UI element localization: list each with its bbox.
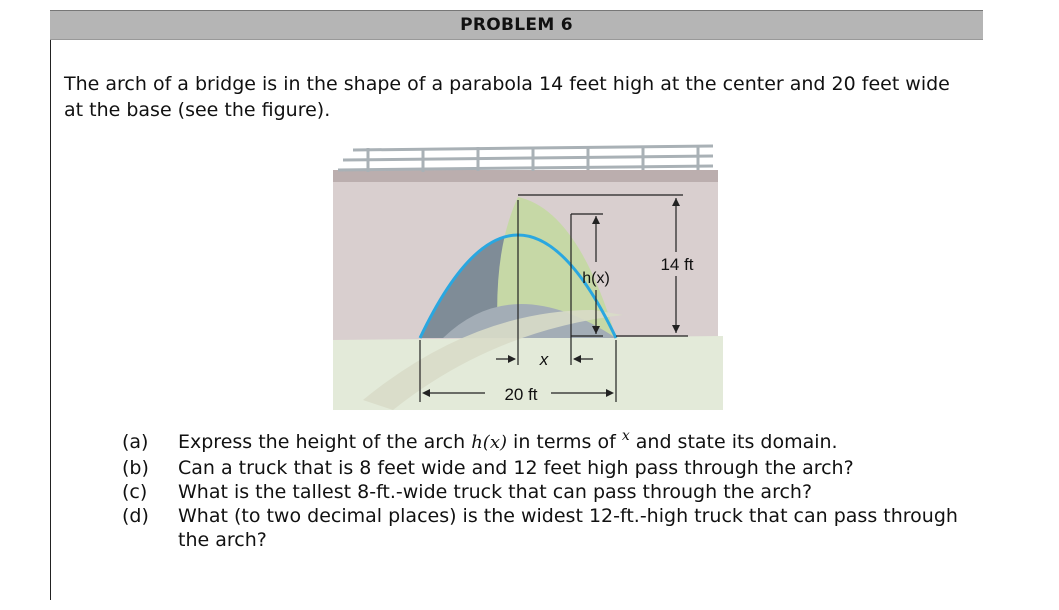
question-b — [122, 456, 982, 480]
question-text: What (to two decimal places) is the widest 12-ft.-high truck that can pass through the arch? — [178, 505, 958, 551]
width-label: 20 ft — [504, 385, 538, 404]
question-list — [122, 430, 982, 552]
question-text: What is the tallest 8-ft.-wide truck that can pass through the arch? — [178, 481, 813, 503]
math-x: x — [621, 428, 630, 444]
question-d — [122, 504, 982, 552]
height-label: 14 ft — [660, 255, 694, 274]
problem-title: PROBLEM 6 — [460, 15, 573, 35]
bridge-deck-edge — [333, 170, 718, 182]
bridge-railing — [338, 146, 713, 172]
problem-statement: The arch of a bridge is in the shape of a parabola 14 feet high at the center and 20 feet wide at the base (see the figure). — [64, 73, 950, 121]
math-h-of-x: h(x) — [471, 432, 507, 453]
question-c — [122, 480, 982, 504]
question-text — [178, 430, 982, 456]
question-label: (a) — [122, 431, 149, 453]
question-text-part: Express the height of the arch — [178, 431, 472, 453]
problem-header — [50, 10, 983, 40]
question-text-part: and state its domain. — [629, 431, 838, 453]
x-label: x — [539, 350, 549, 369]
question-label: (d) — [122, 505, 149, 527]
question-text: Can a truck that is 8 feet wide and 12 feet high pass through the arch? — [178, 457, 854, 479]
question-label: (b) — [122, 457, 149, 479]
bridge-arch-figure — [333, 140, 723, 410]
question-label: (c) — [122, 481, 148, 503]
function-label: h(x) — [582, 270, 610, 287]
question-text-part: in terms of — [507, 431, 622, 453]
question-a — [122, 430, 982, 456]
